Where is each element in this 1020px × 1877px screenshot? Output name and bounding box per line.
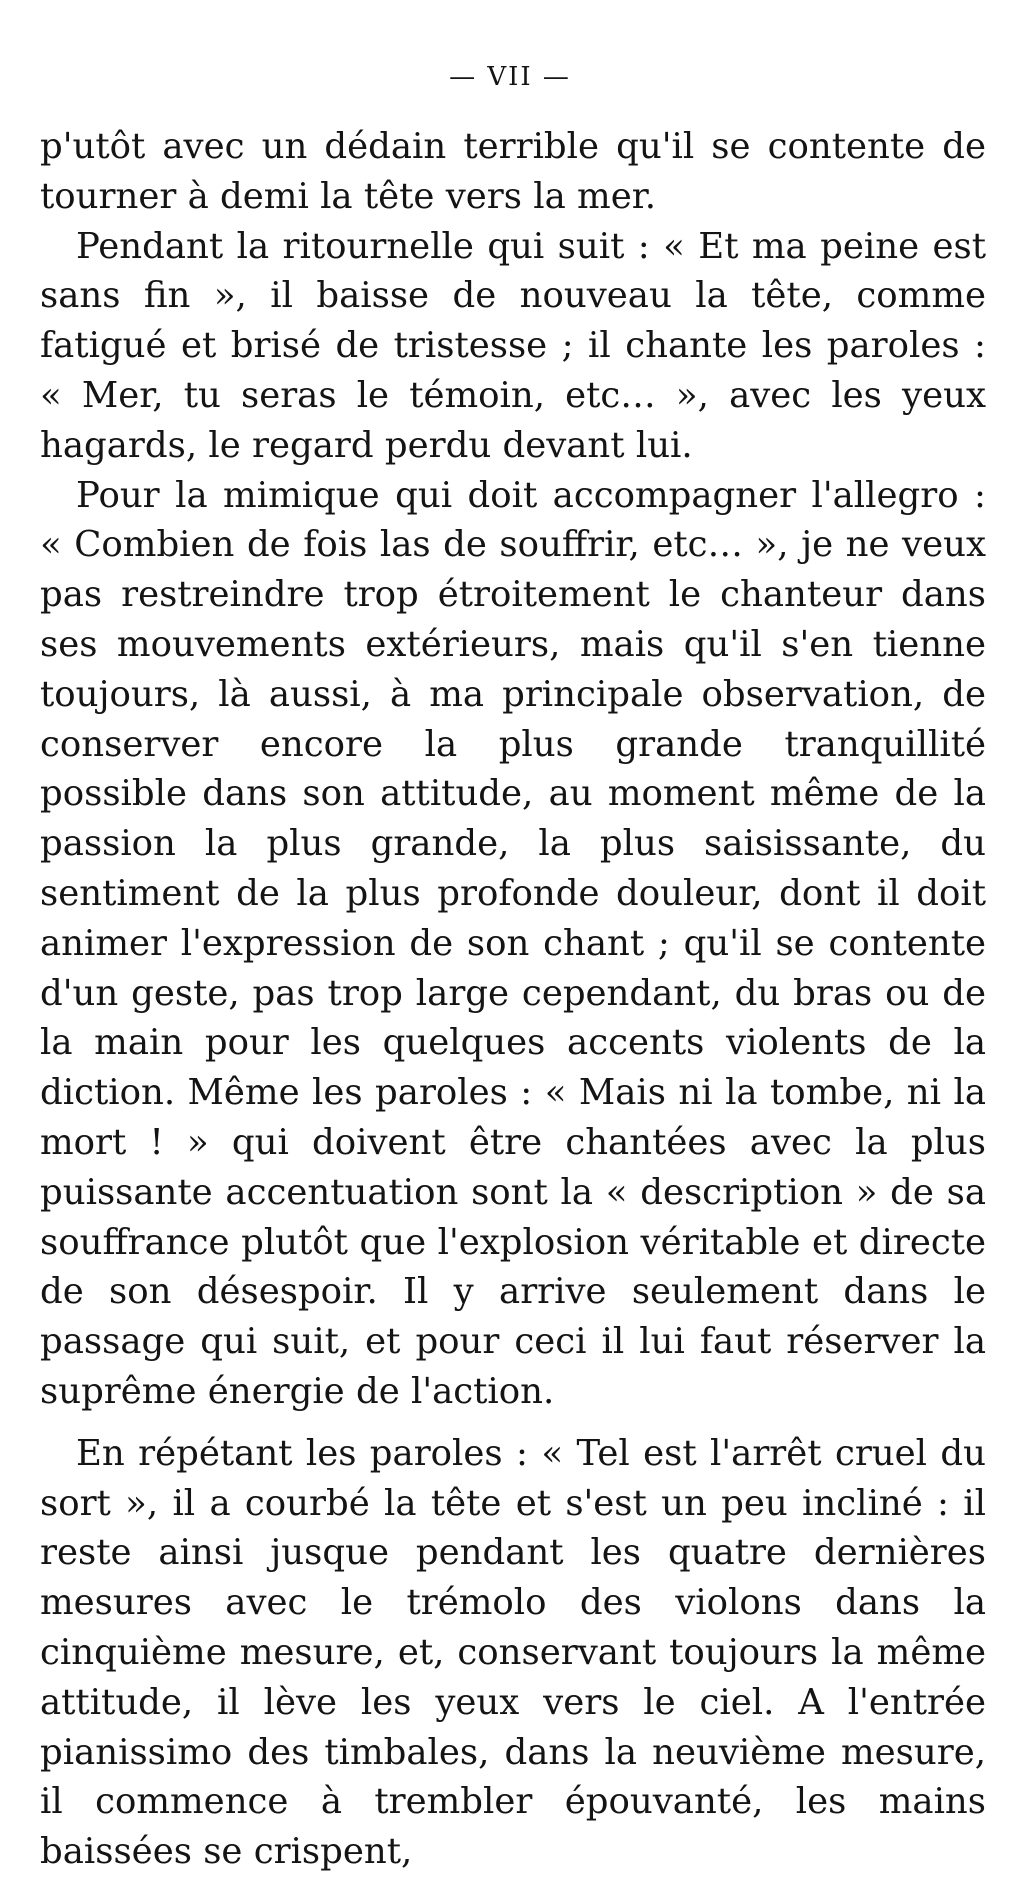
paragraph-2: Pendant la ritournelle qui suit : « Et ma peine est sans fin », il baisse de nouveau la tête, comme fatigué et brisé de tristesse ; il chante les paroles : « Mer, tu seras le témoin, etc… », avec les yeux hagards, le regard perdu devant lui.: [40, 225, 986, 466]
body-text: [40, 122, 986, 1877]
paragraph-4: En répétant les paroles : « Tel est l'arrêt cruel du sort », il a courbé la tête et s'est un peu incliné : il reste ainsi jusque pendant les quatre dernières mesures avec le trémolo des violons dans la cinquième mesure, et, conservant toujours la même attitude, il lève les yeux vers le ciel. A l'entrée pianissimo des timbales, dans la neuvième mesure, il commence à trembler épouvanté, les mains baissées se crispent,: [40, 1432, 986, 1873]
paragraph-1: p'utôt avec un dédain terrible qu'il se contente de tourner à demi la tête vers la mer.: [40, 126, 986, 217]
paragraph-3: Pour la mimique qui doit accompagner l'allegro : « Combien de fois las de souffrir, etc… », je ne veux pas restreindre trop étroitement le chanteur dans ses mouvements extérieurs, mais qu'il s'en tienne toujours, là aussi, à ma principale observation, de conserver encore la plus grande tranquillité possible dans son attitude, au moment même de la passion la plus grande, la plus saisissante, du sentiment de la plus profonde douleur, dont il doit animer l'expression de son chant ; qu'il se contente d'un geste, pas trop large cependant, du bras ou de la main pour les quelques accents violents de la diction. Même les paroles : « Mais ni la tombe, ni la mort ! » qui doivent être chantées avec la plus puissante accentuation sont la « description » de sa souffrance plutôt que l'explosion véritable et directe de son désespoir. Il y arrive seulement dans le passage qui suit, et pour ceci il lui faut réserver la suprême énergie de l'action.: [40, 474, 986, 1412]
page-number: — VII —: [449, 62, 571, 92]
